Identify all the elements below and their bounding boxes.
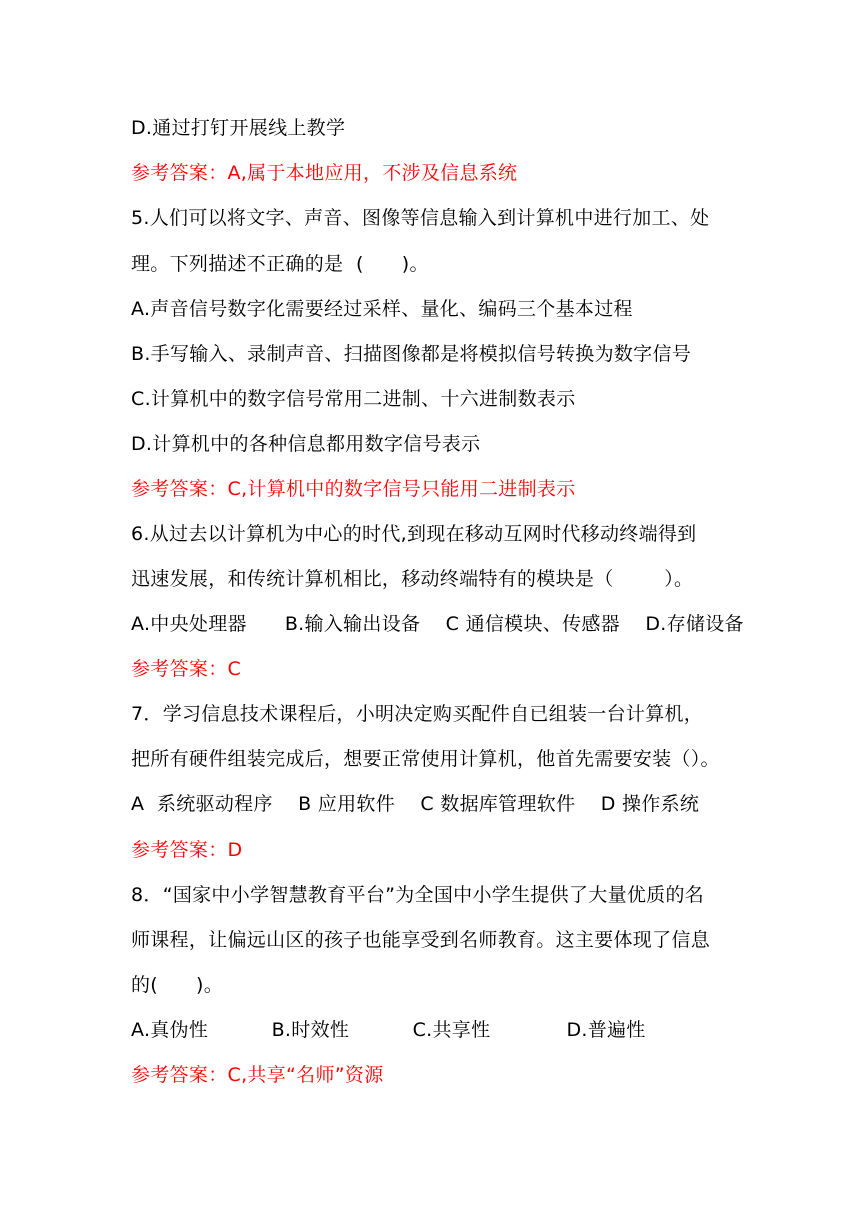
answer-line-q7: 参考答案：D: [131, 839, 243, 861]
question-line-q6-1: 6.从过去以计算机为中心的时代,到现在移动互网时代移动终端得到: [131, 523, 697, 545]
options-line-q8: A.真伪性 B.时效性 C.共享性 D.普遍性: [131, 1019, 646, 1041]
question-line-q8-1: 8．“国家中小学智慧教育平台”为全国中小学生提供了大量优质的名: [131, 884, 705, 906]
question-line-q8-2: 师课程，让偏远山区的孩子也能享受到名师教育。这主要体现了信息: [131, 929, 711, 951]
question-line-q5-1: 5.人们可以将文字、声音、图像等信息输入到计算机中进行加工、处: [131, 207, 710, 229]
options-line-q6: A.中央处理器 B.输入输出设备 C 通信模块、传感器 D.存储设备: [131, 613, 744, 635]
question-line-q7-2: 把所有硬件组装完成后，想要正常使用计算机，他首先需要安装（）。: [131, 748, 720, 770]
question-line-q8-3: 的( )。: [131, 974, 224, 996]
answer-line-q5: 参考答案：C,计算机中的数字信号只能用二进制表示: [131, 478, 576, 500]
option-line-5c: C.计算机中的数字信号常用二进制、十六进制数表示: [131, 388, 576, 410]
answer-line-q8: 参考答案：C,共享“名师”资源: [131, 1064, 384, 1086]
answer-line-q4: 参考答案：A,属于本地应用，不涉及信息系统: [131, 162, 518, 184]
question-line-q5-2: 理。下列描述不正确的是 ( )。: [131, 253, 429, 275]
option-line-5d: D.计算机中的各种信息都用数字信号表示: [131, 433, 481, 455]
answer-line-q6: 参考答案：C: [131, 658, 242, 680]
question-line-q7-1: 7．学习信息技术课程后，小明决定购买配件自已组装一台计算机，: [131, 703, 704, 725]
options-line-q7: A 系统驱动程序 B 应用软件 C 数据库管理软件 D 操作系统: [131, 793, 700, 815]
option-line-5b: B.手写输入、录制声音、扫描图像都是将模拟信号转换为数字信号: [131, 343, 692, 365]
option-line-5a: A.声音信号数字化需要经过采样、量化、编码三个基本过程: [131, 298, 633, 320]
question-line-q6-2: 迅速发展，和传统计算机相比，移动终端特有的模块是（ ）。: [131, 568, 694, 590]
option-line-4d: D.通过打钉开展线上教学: [131, 117, 346, 139]
